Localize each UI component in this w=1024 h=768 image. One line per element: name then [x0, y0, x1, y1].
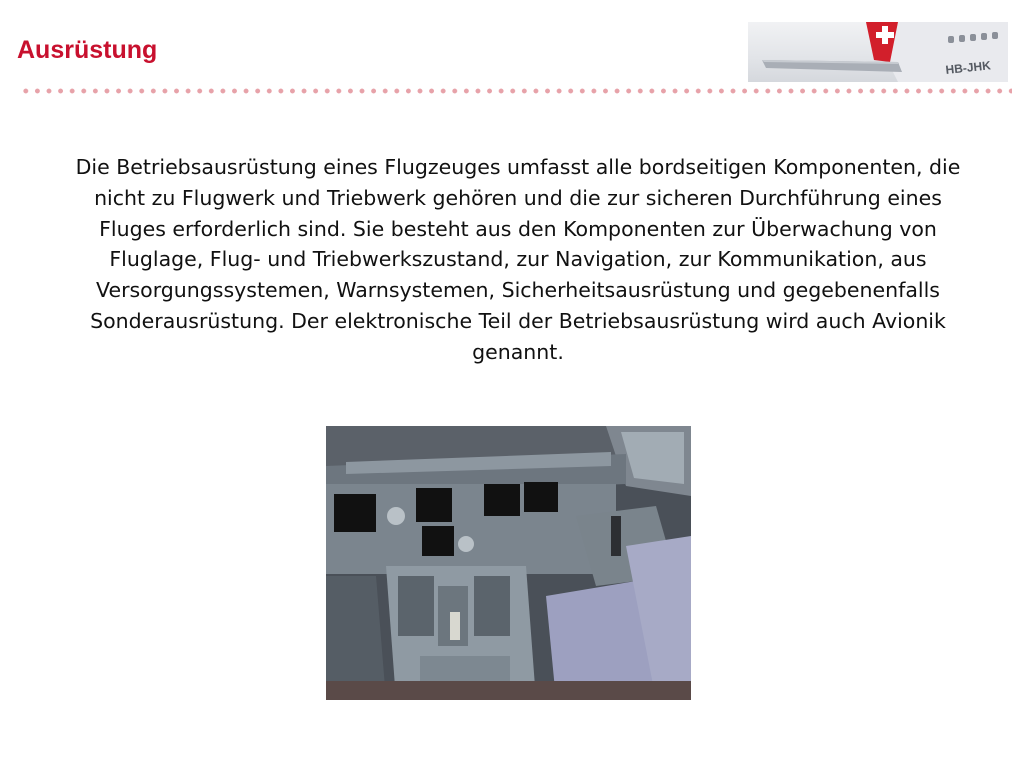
registration-text: HB-JHK — [944, 58, 992, 77]
slide-title: Ausrüstung — [17, 36, 158, 64]
dotted-divider — [20, 88, 1012, 94]
cockpit-photo — [326, 426, 691, 700]
slide-body-text: Die Betriebsausrüstung eines Flugzeuges umfasst alle bordseitigen Komponenten, die nicht zu Flugwerk und Triebwerk gehören und die zur sicheren Durchführung eines Fluges erforderlich sind. Sie besteht aus den Komponenten zur Überwachung von Fluglage, Flug- und Triebwerkszustand, zur Navigation, zur Kommunikation, aus Versorgungssystemen, Warnsystemen, Sicherheitsausrüstung und gegebenenfalls Sonderausrüstung. Der elektronische Teil der Betriebsausrüstung wird auch Avionik genannt. — [75, 155, 961, 364]
aircraft-tail-logo — [748, 22, 1008, 82]
